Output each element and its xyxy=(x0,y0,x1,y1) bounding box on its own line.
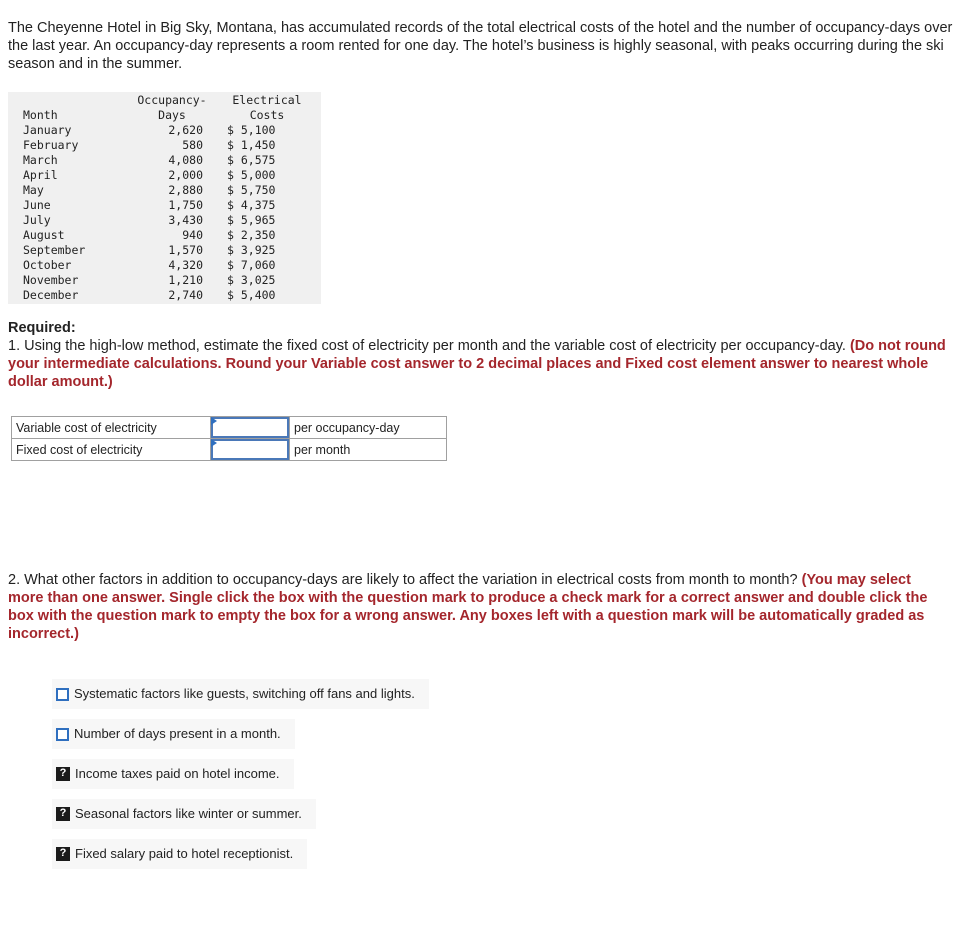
variable-cost-label: Variable cost of electricity xyxy=(12,417,211,439)
question-mark-checkbox-icon[interactable]: ? xyxy=(56,847,70,861)
option-fixed-salary[interactable] xyxy=(52,839,307,869)
option-label: Income taxes paid on hotel income. xyxy=(75,766,280,781)
option-income-taxes[interactable] xyxy=(52,759,294,789)
answer-table xyxy=(11,416,447,461)
month-cell: June xyxy=(23,198,51,212)
occupancy-cell: 3,430 xyxy=(168,213,203,227)
option-label: Fixed salary paid to hotel receptionist. xyxy=(75,846,294,861)
cost-cell: $ 5,965 xyxy=(227,213,276,227)
problem-intro: The Cheyenne Hotel in Big Sky, Montana, has accumulated records of the total electrical costs of the hotel and the number of occupancy-days over the last year. An occupancy-day represents a room rented for one day. The hotel’s business is highly seasonal, with peaks occurring during the ski season and in the summer. xyxy=(8,20,953,72)
empty-checkbox-icon[interactable] xyxy=(56,688,69,701)
question-mark-checkbox-icon[interactable]: ? xyxy=(56,807,70,821)
table-row xyxy=(8,168,321,183)
answer-row-fixed xyxy=(12,439,447,461)
occupancy-cell: 940 xyxy=(182,228,203,242)
required-section xyxy=(8,319,950,391)
table-row xyxy=(8,273,321,288)
table-row xyxy=(8,243,321,258)
cost-cell: $ 3,025 xyxy=(227,273,276,287)
month-cell: March xyxy=(23,153,58,167)
option-days-in-month[interactable] xyxy=(52,719,295,749)
table-row xyxy=(8,228,321,243)
table-row xyxy=(8,153,321,168)
empty-checkbox-icon[interactable] xyxy=(56,728,69,741)
header-month: Month xyxy=(23,108,58,122)
option-systematic-factors[interactable] xyxy=(52,679,429,709)
cost-cell: $ 5,000 xyxy=(227,168,276,182)
table-row xyxy=(8,288,321,304)
option-seasonal-factors[interactable] xyxy=(52,799,316,829)
question-1-instruction: (Do not round your intermediate calculations. Round your Variable cost answer to 2 decimal places and Fixed cost element answer to nearest whole dollar amount.) xyxy=(8,338,946,390)
occupancy-cell: 1,750 xyxy=(168,198,203,212)
table-row xyxy=(8,123,321,138)
cost-cell: $ 4,375 xyxy=(227,198,276,212)
occupancy-cell: 2,740 xyxy=(168,288,203,302)
month-cell: October xyxy=(23,258,72,272)
cost-cell: $ 6,575 xyxy=(227,153,276,167)
month-cell: February xyxy=(23,138,79,152)
occupancy-cell: 580 xyxy=(182,138,203,152)
header-occupancy-top: Occupancy- xyxy=(137,93,207,107)
table-row xyxy=(8,213,321,228)
occupancy-cell: 2,000 xyxy=(168,168,203,182)
variable-cost-unit: per occupancy-day xyxy=(290,417,447,439)
table-row xyxy=(8,198,321,213)
header-occupancy-bottom: Days xyxy=(158,108,186,122)
table-header-row xyxy=(8,92,321,108)
variable-cost-cell xyxy=(211,417,290,439)
table-row xyxy=(8,183,321,198)
month-cell: November xyxy=(23,273,79,287)
cost-cell: $ 3,925 xyxy=(227,243,276,257)
option-label: Number of days present in a month. xyxy=(74,726,281,741)
answer-row-variable xyxy=(12,417,447,439)
fixed-cost-cell xyxy=(211,439,290,461)
occupancy-cell: 1,210 xyxy=(168,273,203,287)
occupancy-cell: 4,320 xyxy=(168,258,203,272)
month-cell: April xyxy=(23,168,58,182)
occupancy-cell: 2,620 xyxy=(168,123,203,137)
cost-cell: $ 7,060 xyxy=(227,258,276,272)
header-electrical-bottom: Costs xyxy=(249,108,285,122)
question-1-text: 1. Using the high-low method, estimate the fixed cost of electricity per month and the variable cost of electricity per occupancy-day. xyxy=(8,338,846,354)
cost-cell: $ 5,400 xyxy=(227,288,276,302)
input-marker-icon xyxy=(211,417,217,425)
option-label: Systematic factors like guests, switching off fans and lights. xyxy=(74,686,415,701)
month-cell: September xyxy=(23,243,86,257)
electrical-costs-table xyxy=(8,92,321,304)
cost-cell: $ 2,350 xyxy=(227,228,276,242)
cost-cell: $ 1,450 xyxy=(227,138,276,152)
input-marker-icon xyxy=(211,439,217,447)
fixed-cost-label: Fixed cost of electricity xyxy=(12,439,211,461)
option-label: Seasonal factors like winter or summer. xyxy=(75,806,302,821)
question-2-text: 2. What other factors in addition to occupancy-days are likely to affect the variation in electrical costs from month to month? xyxy=(8,572,798,588)
question-2 xyxy=(8,571,950,643)
question-mark-checkbox-icon[interactable]: ? xyxy=(56,767,70,781)
fixed-cost-unit: per month xyxy=(290,439,447,461)
table-row xyxy=(8,138,321,153)
occupancy-cell: 2,880 xyxy=(168,183,203,197)
occupancy-cell: 4,080 xyxy=(168,153,203,167)
table-header-row xyxy=(8,108,321,123)
question-2-instruction: (You may select more than one answer. Single click the box with the question mark to produce a check mark for a correct answer and double click the box with the question mark to empty the box for a wrong answer. Any boxes left with a question mark will be automatically graded as incorrect.) xyxy=(8,572,928,642)
header-electrical-top: Electrical xyxy=(232,93,302,107)
required-heading: Required: xyxy=(8,320,76,336)
month-cell: December xyxy=(23,288,79,302)
fixed-cost-input[interactable] xyxy=(211,439,289,460)
occupancy-cell: 1,570 xyxy=(168,243,203,257)
variable-cost-input[interactable] xyxy=(211,417,289,438)
table-row xyxy=(8,258,321,273)
month-cell: January xyxy=(23,123,72,137)
cost-cell: $ 5,100 xyxy=(227,123,276,137)
cost-cell: $ 5,750 xyxy=(227,183,276,197)
month-cell: August xyxy=(23,228,65,242)
month-cell: July xyxy=(23,213,51,227)
month-cell: May xyxy=(23,183,44,197)
